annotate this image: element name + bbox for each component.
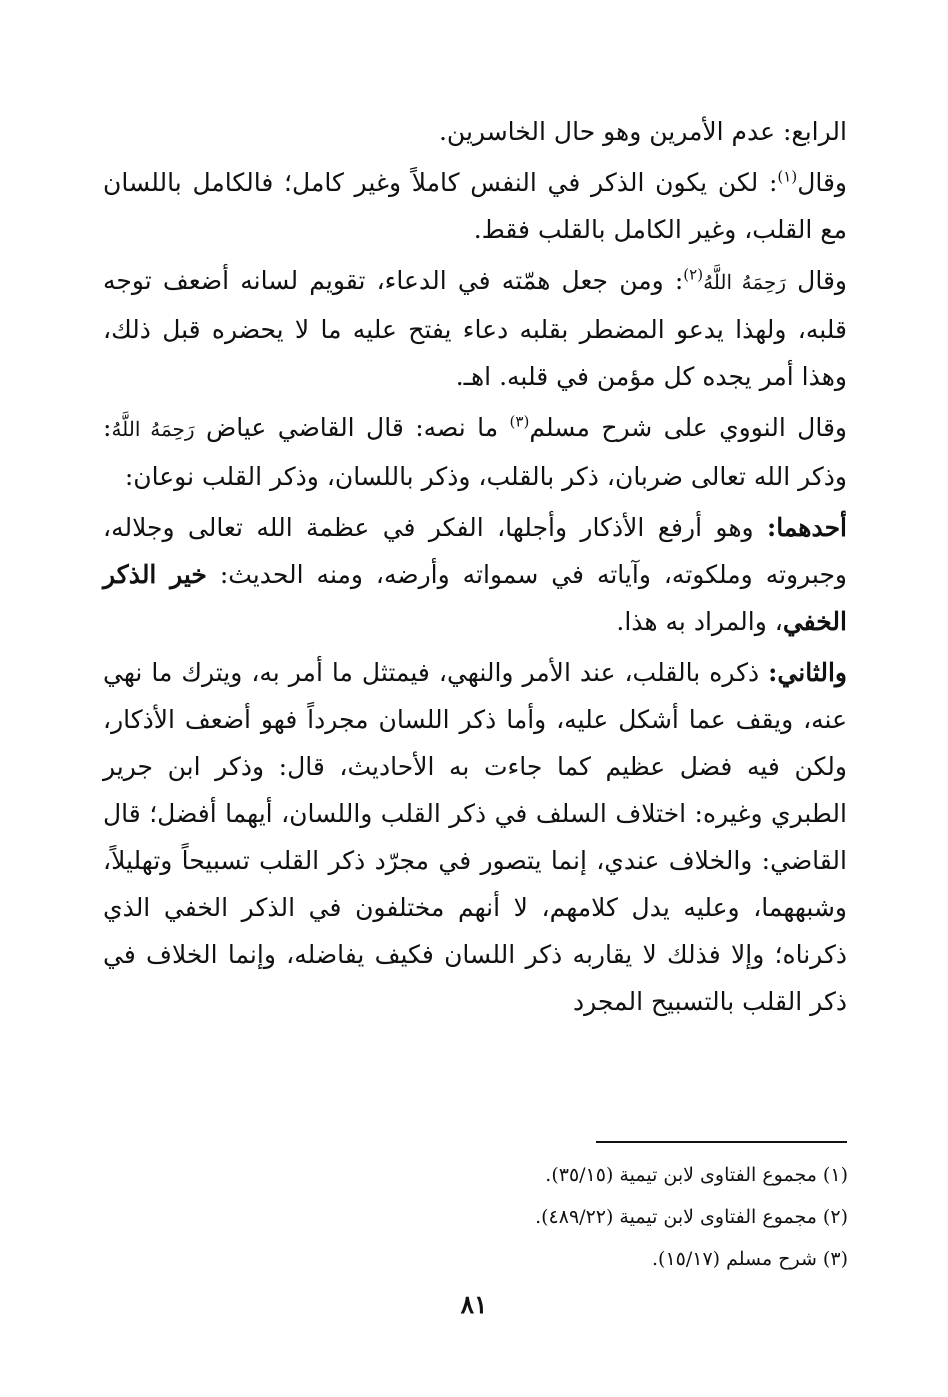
footnote-ref-2: (٢) <box>683 265 704 284</box>
paragraph-3-text: : ومن جعل همّته في الدعاء، تقويم لسانه أضعف توجه قلبه، ولهذا يدعو المضطر بقلبه دعاء يفتح عليه ما لا يحضره قبل ذلك، وهذا أمر يجده كل مؤمن في قلبه. اهـ. <box>103 266 847 391</box>
paragraph-5-label: أحدهما: <box>766 513 847 542</box>
footnote-3: (٣) شرح مسلم (١٥/١٧). <box>651 1248 848 1270</box>
page-number: ٨١ <box>460 1290 488 1319</box>
footnotes <box>300 1154 848 1280</box>
paragraph-3-lead: وقال <box>797 266 847 295</box>
footnote-1: (١) مجموع الفتاوى لابن تيمية (٣٥/١٥). <box>545 1164 848 1186</box>
paragraph-2-lead: وقال <box>797 168 847 197</box>
main-text <box>103 108 847 1029</box>
footnote-separator <box>596 1141 847 1143</box>
paragraph-6 <box>103 649 847 1025</box>
paragraph-4-lead: وقال النووي على شرح مسلم <box>529 413 847 442</box>
paragraph-5-text-a: وهو أرفع الأذكار وأجلها، الفكر في عظمة الله تعالى وجلاله، وجبروته وملكوته، وآياته في سمواته وأرضه، ومنه الحديث: <box>103 513 847 589</box>
paragraph-6-text: ذكره بالقلب، عند الأمر والنهي، فيمتثل ما أمر به، ويترك ما نهي عنه، ويقف عما أشكل عليه، وأما ذكر اللسان مجرداً فهو أضعف الأذكار، ولكن فيه فضل عظيم كما جاءت به الأحاديث، قال: وذكر ابن جرير الطبري وغيره: اختلاف السلف في ذكر القلب واللسان، أيهما أفضل؛ قال القاضي: والخلاف عندي، إنما يتصور في مجرّد ذكر القلب تسبيحاً وتهليلاً، وشبههما، وعليه يدل كلامهم، لا أنهم مختلفون في الذكر الخفي الذي ذكرناه؛ وإلا فذلك لا يقاربه ذكر اللسان فكيف يفاضله، وإنما الخلاف في ذكر القلب بالتسبيح المجرد <box>103 658 847 1016</box>
footnote-ref-1: (١) <box>777 167 798 186</box>
footnote-ref-3: (٣) <box>509 412 530 431</box>
paragraph-4-text-a: ما نصه: قال القاضي عياض <box>206 413 510 442</box>
paragraph-2-text: : لكن يكون الذكر في النفس كاملاً وغير كامل؛ فالكامل باللسان مع القلب، وغير الكامل بالقلب فقط. <box>103 168 847 244</box>
paragraph-5 <box>103 504 847 645</box>
paragraph-3 <box>103 257 847 400</box>
paragraph-2 <box>103 159 847 253</box>
paragraph-6-label: والثاني: <box>768 658 847 687</box>
paragraph-4 <box>103 404 847 500</box>
honorific-ligature: رَحِمَهُ اللَّهُ <box>111 417 195 441</box>
hadith-phrase: خير الذكر الخفي <box>103 560 847 636</box>
footnote-2: (٢) مجموع الفتاوى لابن تيمية (٤٨٩/٢٢). <box>535 1206 848 1228</box>
paragraph-5-text-b: ، والمراد به هذا. <box>616 607 783 636</box>
paragraph-1 <box>103 108 847 155</box>
honorific-ligature: رَحِمَهُ اللَّهُ <box>703 270 786 294</box>
paragraph-4-text-b: : وذكر الله تعالى ضربان، ذكر بالقلب، وذكر باللسان، وذكر القلب نوعان: <box>103 413 847 491</box>
paragraph-1-text: الرابع: عدم الأمرين وهو حال الخاسرين. <box>438 117 847 146</box>
